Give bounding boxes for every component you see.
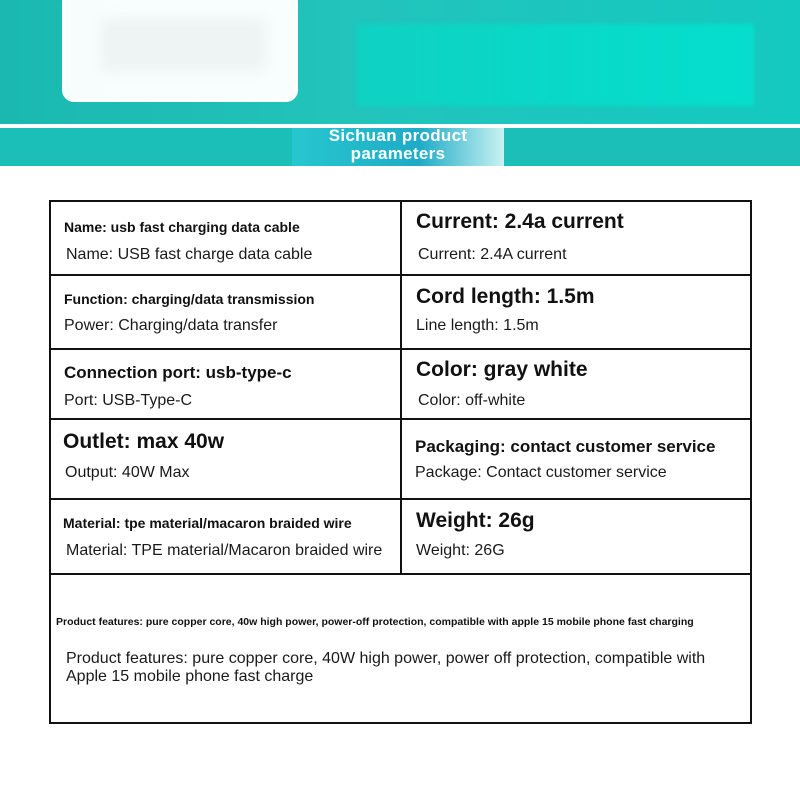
param-port-sub: Port: USB-Type-C [64, 392, 193, 409]
product-features-body: Product features: pure copper core, 40W high power, power off protection, compatible with Apple 15 mobile phone fast charge [66, 650, 706, 685]
section-title-line-2: parameters [350, 144, 446, 163]
banner-glow [356, 24, 754, 106]
column-divider [400, 202, 402, 575]
param-cord-length-sub: Line length: 1.5m [416, 317, 539, 334]
param-current-head: Current: 2.4a current [416, 210, 624, 233]
param-weight-head: Weight: 26g [416, 509, 535, 532]
param-output-sub: Output: 40W Max [65, 464, 190, 481]
parameters-table [49, 200, 752, 724]
param-output-head: Outlet: max 40w [63, 430, 225, 453]
param-current-sub: Current: 2.4A current [418, 246, 567, 263]
param-material-head: Material: tpe material/macaron braided wire [63, 515, 352, 531]
param-packaging-sub: Package: Contact customer service [415, 464, 667, 481]
param-material-sub: Material: TPE material/Macaron braided wire [66, 542, 383, 559]
param-function-head: Function: charging/data transmission [64, 291, 315, 307]
banner-card [62, 0, 298, 102]
param-cord-length-head: Cord length: 1.5m [416, 285, 595, 308]
param-port-head: Connection port: usb-type-c [64, 363, 292, 382]
product-features-head: Product features: pure copper core, 40w high power, power-off protection, compatible with apple 15 mobile phone fast charging [56, 616, 694, 628]
param-color-head: Color: gray white [416, 358, 588, 381]
param-weight-sub: Weight: 26G [416, 542, 505, 559]
param-packaging-head: Packaging: contact customer service [415, 437, 716, 456]
param-function-sub: Power: Charging/data transfer [64, 317, 278, 334]
param-name-head: Name: usb fast charging data cable [64, 219, 300, 235]
section-title-line-1: Sichuan product [328, 126, 468, 145]
section-title [292, 127, 504, 163]
param-color-sub: Color: off-white [418, 392, 526, 409]
param-name-sub: Name: USB fast charge data cable [66, 246, 313, 263]
